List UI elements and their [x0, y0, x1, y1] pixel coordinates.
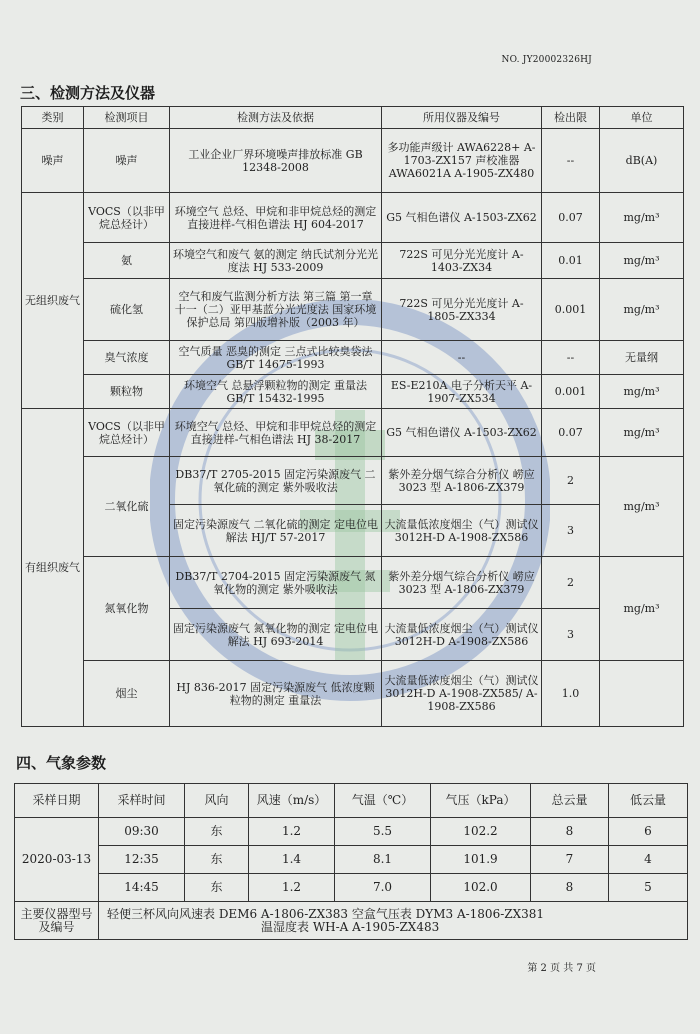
method-cell: 环境空气 总烃、甲烷和非甲烷总烃的测定 直接进样-气相色谱法 HJ 38-2017: [170, 409, 382, 457]
table-row: [15, 874, 688, 902]
item-cell: 噪声: [84, 129, 170, 193]
unit-cell: mg/m³: [600, 243, 684, 279]
pressure-cell: 101.9: [431, 846, 531, 874]
speed-cell: 1.2: [249, 818, 335, 846]
col-header-total-cloud: 总云量: [531, 784, 609, 818]
instrument-cell: 大流量低浓度烟尘（气）测试仪 3012H-D A-1908-ZX585/ A-1908-ZX586: [382, 661, 542, 727]
limit-cell: 3: [542, 609, 600, 661]
limit-cell: --: [542, 129, 600, 193]
table-row: [22, 279, 684, 341]
unit-cell: [600, 661, 684, 727]
low-cloud-cell: 4: [609, 846, 688, 874]
unit-cell: mg/m³: [600, 375, 684, 409]
method-cell: 空气质量 恶臭的测定 三点式比较臭袋法 GB/T 14675-1993: [170, 341, 382, 375]
table-row: [22, 661, 684, 727]
table-row: [22, 129, 684, 193]
time-cell: 12:35: [99, 846, 185, 874]
method-cell: 环境空气和废气 氨的测定 纳氏试剂分光光度法 HJ 533-2009: [170, 243, 382, 279]
col-header-time: 采样时间: [99, 784, 185, 818]
table-row: [15, 818, 688, 846]
instrument-cell: 大流量低浓度烟尘（气）测试仪 3012H-D A-1908-ZX586: [382, 609, 542, 661]
direction-cell: 东: [185, 818, 249, 846]
limit-cell: 2: [542, 557, 600, 609]
unit-cell: mg/m³: [600, 409, 684, 457]
low-cloud-cell: 6: [609, 818, 688, 846]
col-header-instrument: 所用仪器及编号: [382, 107, 542, 129]
weather-parameters-table: [14, 783, 688, 940]
pressure-cell: 102.2: [431, 818, 531, 846]
instruments-cell: [99, 902, 688, 940]
item-cell: 颗粒物: [84, 375, 170, 409]
item-cell: 硫化氢: [84, 279, 170, 341]
limit-cell: 3: [542, 505, 600, 557]
temp-cell: 7.0: [335, 874, 431, 902]
limit-cell: 0.07: [542, 409, 600, 457]
method-cell: DB37/T 2705-2015 固定污染源废气 二氧化硫的测定 紫外吸收法: [170, 457, 382, 505]
speed-cell: 1.2: [249, 874, 335, 902]
limit-cell: 0.001: [542, 279, 600, 341]
category-cell: 有组织废气: [22, 409, 84, 727]
instrument-cell: ES-E210A 电子分析天平 A-1907-ZX534: [382, 375, 542, 409]
temp-cell: 5.5: [335, 818, 431, 846]
table-row: [22, 409, 684, 457]
item-cell: 烟尘: [84, 661, 170, 727]
unit-cell: mg/m³: [600, 193, 684, 243]
time-cell: 09:30: [99, 818, 185, 846]
col-header-wind-direction: 风向: [185, 784, 249, 818]
col-header-low-cloud: 低云量: [609, 784, 688, 818]
col-header-temperature: 气温（℃）: [335, 784, 431, 818]
limit-cell: 0.01: [542, 243, 600, 279]
instrument-cell: 紫外差分烟气综合分析仪 崂应 3023 型 A-1806-ZX379: [382, 457, 542, 505]
methods-instruments-table: [21, 106, 684, 727]
table-row: [15, 846, 688, 874]
instruments-label: 主要仪器型号及编号: [15, 902, 99, 940]
table-header-row: [22, 107, 684, 129]
method-cell: DB37/T 2704-2015 固定污染源废气 氮氧化物的测定 紫外吸收法: [170, 557, 382, 609]
unit-cell: mg/m³: [600, 557, 684, 661]
table-header-row: [15, 784, 688, 818]
low-cloud-cell: 5: [609, 874, 688, 902]
limit-cell: 0.001: [542, 375, 600, 409]
table-row: [22, 341, 684, 375]
total-cloud-cell: 7: [531, 846, 609, 874]
instrument-cell: G5 气相色谱仪 A-1503-ZX62: [382, 409, 542, 457]
instrument-cell: 722S 可见分光光度计 A-1403-ZX34: [382, 243, 542, 279]
method-cell: 环境空气 总烃、甲烷和非甲烷总烃的测定 直接进样-气相色谱法 HJ 604-2017: [170, 193, 382, 243]
instrument-cell: G5 气相色谱仪 A-1503-ZX62: [382, 193, 542, 243]
section-4-title: 四、气象参数: [16, 754, 107, 772]
method-cell: 空气和废气监测分析方法 第三篇 第一章 十一（二）亚甲基蓝分光光度法 国家环境保护总局 第四版增补版（2003 年）: [170, 279, 382, 341]
col-header-pressure: 气压（kPa）: [431, 784, 531, 818]
report-number: NO. JY20002326HJ: [501, 55, 592, 65]
item-cell: 氮氧化物: [84, 557, 170, 661]
total-cloud-cell: 8: [531, 874, 609, 902]
instruments-line-1: 轻便三杯风向风速表 DEM6 A-1806-ZX383 空盒气压表 DYM3 A-1806-ZX381: [107, 906, 545, 921]
temp-cell: 8.1: [335, 846, 431, 874]
category-cell: 噪声: [22, 129, 84, 193]
col-header-item: 检测项目: [84, 107, 170, 129]
item-cell: VOCS（以非甲烷总烃计）: [84, 193, 170, 243]
unit-cell: dB(A): [600, 129, 684, 193]
category-cell: 无组织废气: [22, 193, 84, 409]
col-header-date: 采样日期: [15, 784, 99, 818]
method-cell: HJ 836-2017 固定污染源废气 低浓度颗粒物的测定 重量法: [170, 661, 382, 727]
instruments-line-2: 温湿度表 WH-A A-1905-ZX483: [261, 919, 440, 934]
method-cell: 环境空气 总悬浮颗粒物的测定 重量法 GB/T 15432-1995: [170, 375, 382, 409]
section-3-title: 三、检测方法及仪器: [20, 84, 156, 102]
unit-cell: mg/m³: [600, 457, 684, 557]
limit-cell: 1.0: [542, 661, 600, 727]
col-header-limit: 检出限: [542, 107, 600, 129]
instruments-row: [15, 902, 688, 940]
method-cell: 工业企业厂界环境噪声排放标准 GB 12348-2008: [170, 129, 382, 193]
instrument-cell: 紫外差分烟气综合分析仪 崂应 3023 型 A-1806-ZX379: [382, 557, 542, 609]
table-row: [22, 457, 684, 505]
unit-cell: mg/m³: [600, 279, 684, 341]
instrument-cell: 大流量低浓度烟尘（气）测试仪 3012H-D A-1908-ZX586: [382, 505, 542, 557]
direction-cell: 东: [185, 846, 249, 874]
date-cell: 2020-03-13: [15, 818, 99, 902]
page-number: 第 2 页 共 7 页: [527, 963, 596, 974]
table-row: [22, 557, 684, 609]
pressure-cell: 102.0: [431, 874, 531, 902]
unit-cell: 无量纲: [600, 341, 684, 375]
item-cell: VOCS（以非甲烷总烃计）: [84, 409, 170, 457]
limit-cell: 0.07: [542, 193, 600, 243]
col-header-method: 检测方法及依据: [170, 107, 382, 129]
limit-cell: --: [542, 341, 600, 375]
instrument-cell: --: [382, 341, 542, 375]
direction-cell: 东: [185, 874, 249, 902]
item-cell: 二氧化硫: [84, 457, 170, 557]
method-cell: 固定污染源废气 二氧化硫的测定 定电位电解法 HJ/T 57-2017: [170, 505, 382, 557]
col-header-wind-speed: 风速（m/s）: [249, 784, 335, 818]
speed-cell: 1.4: [249, 846, 335, 874]
total-cloud-cell: 8: [531, 818, 609, 846]
time-cell: 14:45: [99, 874, 185, 902]
instrument-cell: 722S 可见分光光度计 A-1805-ZX334: [382, 279, 542, 341]
method-cell: 固定污染源废气 氮氧化物的测定 定电位电解法 HJ 693-2014: [170, 609, 382, 661]
table-row: [22, 375, 684, 409]
limit-cell: 2: [542, 457, 600, 505]
table-row: [22, 193, 684, 243]
item-cell: 臭气浓度: [84, 341, 170, 375]
col-header-category: 类别: [22, 107, 84, 129]
instrument-cell: 多功能声级计 AWA6228+ A-1703-ZX157 声校准器 AWA6021A A-1905-ZX480: [382, 129, 542, 193]
table-row: [22, 243, 684, 279]
item-cell: 氨: [84, 243, 170, 279]
col-header-unit: 单位: [600, 107, 684, 129]
